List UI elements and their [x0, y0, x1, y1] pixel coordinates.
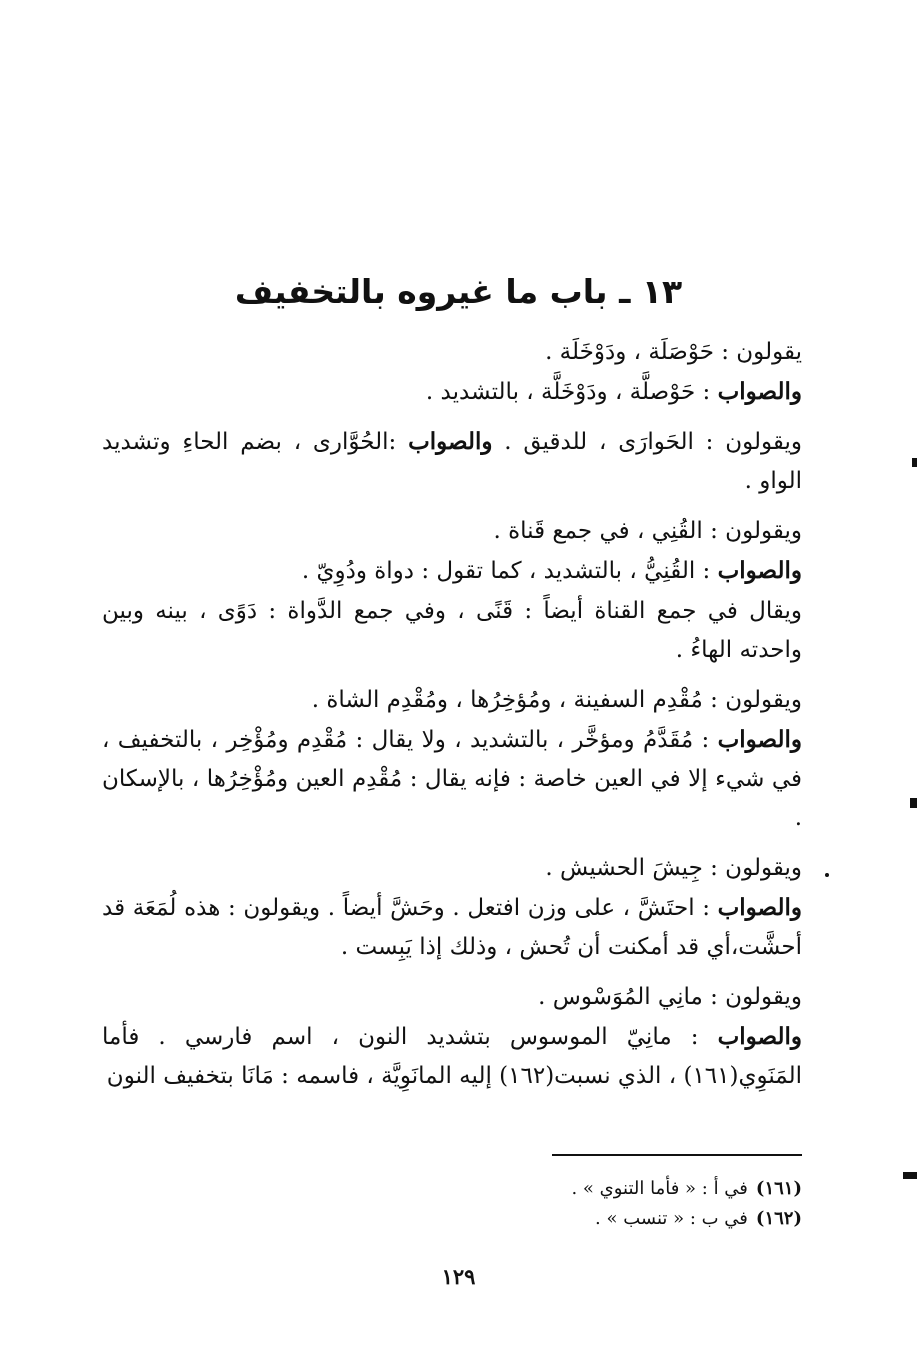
line-text: يقولون : حَوْصَلَة ، ودَوْخَلَة .	[545, 339, 802, 365]
entry-line	[102, 551, 802, 591]
line-label: والصواب	[717, 378, 802, 405]
line-text: ويقال في جمع القناة أيضاً : قَنًى ، وفي جمع الدَّواة : دَوًى ، بينه وبين واحدته الهاءُ .	[102, 598, 802, 663]
line-label: والصواب	[717, 557, 802, 584]
entry-line	[102, 888, 802, 967]
line-label: والصواب	[717, 726, 802, 753]
footnotes	[102, 1174, 802, 1234]
entry-line	[102, 332, 802, 372]
entry	[102, 848, 802, 967]
line-label: والصواب	[717, 1023, 802, 1050]
body-text	[102, 332, 802, 1106]
entry-line	[102, 422, 802, 501]
line-text: : احتَشَّ ، على وزن افتعل . وحَشَّ أيضاً . ويقولون : هذه لُمَعَة قد أحشَّت،أي قد أمكنت أن تُحش ، وذلك إذا يَبِست .	[102, 895, 802, 960]
line-text: : حَوْصلَّة ، ودَوْخَلَّة ، بالتشديد .	[425, 379, 718, 405]
line-label: والصواب	[408, 428, 493, 455]
footnote-text: في أ : « فأما التنوي » .	[571, 1178, 748, 1199]
entry-line	[102, 720, 802, 838]
scan-edge-mark	[903, 1172, 917, 1179]
line-text: ويقولون : الحَوارَى ، للدقيق .	[492, 429, 802, 455]
line-text: : مانِيّ الموسوس بتشديد النون ، اسم فارسي . فأما المَنَوِي(١٦١) ، الذي نسبت(١٦٢) إليه المانَوِيَّة ، فاسمه : مَانَا بتخفيف النون	[102, 1024, 802, 1089]
entry-line	[102, 848, 802, 888]
entry-line	[102, 372, 802, 412]
entry	[102, 332, 802, 412]
footnote-number: (١٦٢)	[755, 1208, 802, 1229]
footnote-divider	[552, 1154, 802, 1156]
line-text: ويقولون : مُقْدِم السفينة ، ومُؤخِرُها ، ومُقْدِم الشاة .	[311, 687, 802, 713]
footnote	[102, 1174, 802, 1204]
line-label: والصواب	[717, 894, 802, 921]
footnote	[102, 1204, 802, 1234]
entry	[102, 977, 802, 1096]
line-text: :الحُوَّارى ، بضم الحاءِ وتشديد الواو .	[102, 429, 802, 494]
line-text: ويقولون : مانِي المُوَسْوس .	[538, 984, 802, 1010]
line-text: ويقولون : جِيشَ الحشيش .	[545, 855, 802, 881]
line-text: : مُقَدَّمُ ومؤخَّر ، بالتشديد ، ولا يقال : مُقْدِم ومُؤْخِر ، بالتخفيف ، في شيء إلا في العين خاصة : فإنه يقال : مُقْدِم العين ومُؤْخِرُها ، بالإسكان .	[102, 727, 802, 831]
line-text: : القُنِيُّ ، بالتشديد ، كما تقول : دواة ودُوِيّ .	[301, 558, 718, 584]
page-number: ١٢٩	[441, 1264, 476, 1289]
entry	[102, 680, 802, 838]
entry-line	[102, 511, 802, 551]
scan-edge-mark	[912, 458, 917, 467]
entry-line	[102, 977, 802, 1017]
line-text: ويقولون : القُنِي ، في جمع قَناة .	[493, 518, 802, 544]
entry	[102, 511, 802, 670]
scan-dot	[825, 873, 829, 877]
footnote-number: (١٦١)	[755, 1178, 802, 1199]
footnote-text: في ب : « تنسب » .	[595, 1208, 748, 1229]
scan-edge-mark	[910, 798, 917, 808]
entry-line	[102, 591, 802, 670]
entry-line	[102, 1017, 802, 1096]
chapter-title: ١٣ ـ باب ما غيروه بالتخفيف	[234, 272, 683, 311]
entry	[102, 422, 802, 501]
entry-line	[102, 680, 802, 720]
